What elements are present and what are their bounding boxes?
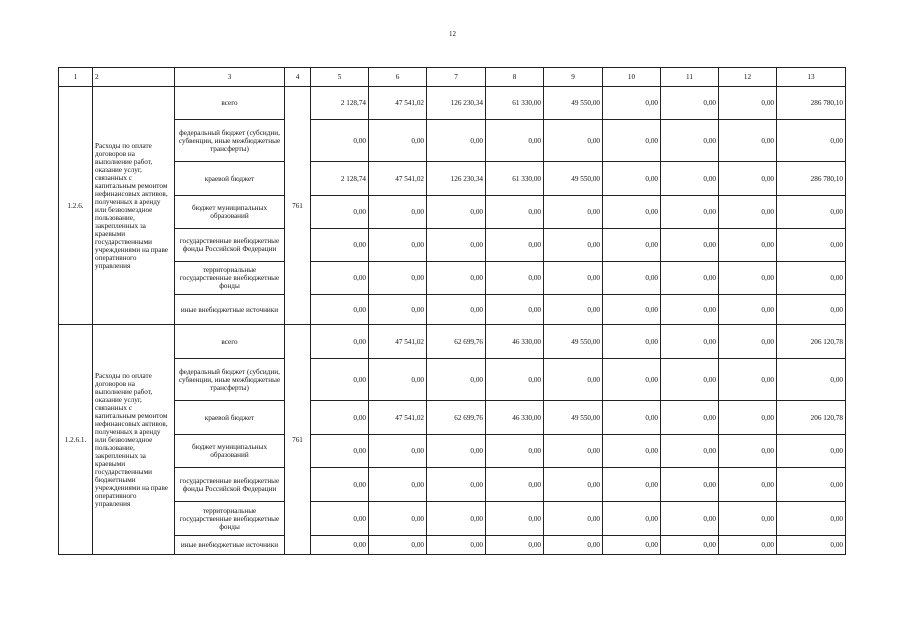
value-cell: 0,00: [369, 359, 427, 401]
table-row: [59, 536, 846, 555]
value-cell: 0,00: [603, 196, 661, 229]
value-cell: 0,00: [719, 162, 777, 196]
value-cell: 0,00: [311, 325, 369, 359]
table-row: [59, 120, 846, 162]
value-cell: 0,00: [661, 120, 719, 162]
header-cell: 10: [603, 68, 661, 87]
value-cell: 49 550,00: [544, 87, 603, 120]
value-cell: 0,00: [486, 262, 544, 295]
value-cell: 0,00: [661, 87, 719, 120]
value-cell: 0,00: [544, 120, 603, 162]
value-cell: 0,00: [719, 120, 777, 162]
header-cell: 5: [311, 68, 369, 87]
value-cell: 126 230,34: [427, 87, 486, 120]
value-cell: 0,00: [427, 120, 486, 162]
value-cell: 0,00: [427, 536, 486, 555]
funding-source: федеральный бюджет (субсидии, субвенции, иные межбюджетные трансферты): [175, 359, 285, 401]
header-cell: 12: [719, 68, 777, 87]
value-cell: 0,00: [544, 262, 603, 295]
section-code: 1.2.6.: [59, 87, 93, 325]
value-cell: 0,00: [719, 262, 777, 295]
value-cell: 0,00: [311, 359, 369, 401]
value-cell: 0,00: [777, 120, 846, 162]
value-cell: 0,00: [544, 435, 603, 468]
value-cell: 2 128,74: [311, 87, 369, 120]
table-row: [59, 359, 846, 401]
value-cell: 0,00: [603, 435, 661, 468]
value-cell: 206 120,78: [777, 401, 846, 435]
value-cell: 0,00: [661, 468, 719, 502]
value-cell: 47 541,02: [369, 87, 427, 120]
table-row: [59, 295, 846, 325]
value-cell: 47 541,02: [369, 162, 427, 196]
value-cell: 0,00: [661, 325, 719, 359]
section-name: Расходы по оплате договоров на выполнение работ, оказание услуг, связанных с капитальным ремонтом нефинансовых активов, полученных в аренду или безвозмездное пользование, закрепленных за краевыми государственными учреждениями на праве оперативного управления: [93, 87, 175, 325]
value-cell: 0,00: [719, 359, 777, 401]
value-cell: 0,00: [719, 536, 777, 555]
funding-source: государственные внебюджетные фонды Российской Федерации: [175, 468, 285, 502]
value-cell: 0,00: [603, 120, 661, 162]
value-cell: 0,00: [544, 468, 603, 502]
value-cell: 0,00: [777, 502, 846, 536]
value-cell: 0,00: [311, 468, 369, 502]
value-cell: 0,00: [427, 468, 486, 502]
section-col4-code: 761: [285, 87, 311, 325]
value-cell: 0,00: [486, 295, 544, 325]
value-cell: 0,00: [427, 262, 486, 295]
value-cell: 0,00: [603, 359, 661, 401]
value-cell: 0,00: [486, 196, 544, 229]
value-cell: 0,00: [311, 229, 369, 262]
value-cell: 0,00: [311, 435, 369, 468]
value-cell: 0,00: [719, 87, 777, 120]
value-cell: 47 541,02: [369, 325, 427, 359]
value-cell: 0,00: [427, 196, 486, 229]
value-cell: 0,00: [369, 196, 427, 229]
value-cell: 0,00: [311, 196, 369, 229]
value-cell: 0,00: [661, 162, 719, 196]
value-cell: 0,00: [661, 295, 719, 325]
table-row: [59, 229, 846, 262]
value-cell: 0,00: [661, 536, 719, 555]
table-row: [59, 468, 846, 502]
funding-source: федеральный бюджет (субсидии, субвенции, иные межбюджетные трансферты): [175, 120, 285, 162]
value-cell: 0,00: [777, 536, 846, 555]
table-row: [59, 502, 846, 536]
value-cell: 0,00: [544, 502, 603, 536]
value-cell: 0,00: [311, 401, 369, 435]
header-cell: 9: [544, 68, 603, 87]
funding-source: всего: [175, 325, 285, 359]
value-cell: 0,00: [603, 162, 661, 196]
value-cell: 62 699,76: [427, 401, 486, 435]
value-cell: 62 699,76: [427, 325, 486, 359]
value-cell: 0,00: [369, 229, 427, 262]
table-row: [59, 87, 846, 120]
value-cell: 0,00: [369, 295, 427, 325]
value-cell: 0,00: [603, 87, 661, 120]
value-cell: 0,00: [486, 536, 544, 555]
header-cell: 6: [369, 68, 427, 87]
table-row: [59, 162, 846, 196]
funding-source: государственные внебюджетные фонды Российской Федерации: [175, 229, 285, 262]
value-cell: 0,00: [544, 196, 603, 229]
value-cell: 0,00: [661, 229, 719, 262]
table-row: [59, 262, 846, 295]
value-cell: 0,00: [544, 295, 603, 325]
value-cell: 49 550,00: [544, 325, 603, 359]
value-cell: 0,00: [486, 435, 544, 468]
value-cell: 0,00: [777, 229, 846, 262]
value-cell: 0,00: [777, 295, 846, 325]
value-cell: 61 330,00: [486, 162, 544, 196]
header-cell: 7: [427, 68, 486, 87]
funding-source: бюджет муниципальных образований: [175, 435, 285, 468]
value-cell: 0,00: [311, 120, 369, 162]
value-cell: 0,00: [486, 120, 544, 162]
header-cell: 3: [175, 68, 285, 87]
value-cell: 0,00: [661, 401, 719, 435]
budget-table: [58, 67, 846, 555]
value-cell: 0,00: [486, 502, 544, 536]
value-cell: 46 330,00: [486, 325, 544, 359]
header-cell: 4: [285, 68, 311, 87]
value-cell: 0,00: [719, 401, 777, 435]
page-number: 12: [449, 30, 456, 38]
value-cell: 0,00: [719, 196, 777, 229]
value-cell: 0,00: [777, 435, 846, 468]
funding-source: иные внебюджетные источники: [175, 536, 285, 555]
value-cell: 0,00: [661, 435, 719, 468]
table-row: [59, 325, 846, 359]
value-cell: 47 541,02: [369, 401, 427, 435]
funding-source: краевой бюджет: [175, 162, 285, 196]
value-cell: 0,00: [369, 468, 427, 502]
value-cell: 0,00: [486, 229, 544, 262]
value-cell: 0,00: [719, 325, 777, 359]
value-cell: 0,00: [369, 120, 427, 162]
value-cell: 0,00: [603, 262, 661, 295]
table-body: [59, 87, 846, 555]
value-cell: 206 120,78: [777, 325, 846, 359]
value-cell: 0,00: [544, 229, 603, 262]
value-cell: 0,00: [603, 295, 661, 325]
header-cell: 13: [777, 68, 846, 87]
value-cell: 0,00: [603, 229, 661, 262]
value-cell: 0,00: [719, 229, 777, 262]
value-cell: 0,00: [369, 536, 427, 555]
value-cell: 0,00: [427, 502, 486, 536]
value-cell: 0,00: [486, 468, 544, 502]
value-cell: 0,00: [544, 536, 603, 555]
header-cell: 1: [59, 68, 93, 87]
funding-source: бюджет муниципальных образований: [175, 196, 285, 229]
value-cell: 286 780,10: [777, 162, 846, 196]
value-cell: 126 230,34: [427, 162, 486, 196]
value-cell: 49 550,00: [544, 162, 603, 196]
value-cell: 0,00: [719, 295, 777, 325]
header-cell: 11: [661, 68, 719, 87]
value-cell: 0,00: [427, 295, 486, 325]
value-cell: 0,00: [486, 359, 544, 401]
funding-source: всего: [175, 87, 285, 120]
funding-source: иные внебюджетные источники: [175, 295, 285, 325]
value-cell: 0,00: [603, 325, 661, 359]
section-name: Расходы по оплате договоров на выполнение работ, оказание услуг, связанных с капитальным ремонтом нефинансовых активов, полученных в аренду или безвозмездное пользование, закрепленных за краевыми государственными бюджетными учреждениями на праве оперативного управления: [93, 325, 175, 555]
value-cell: 49 550,00: [544, 401, 603, 435]
value-cell: 0,00: [311, 536, 369, 555]
value-cell: 0,00: [777, 196, 846, 229]
header-cell: 8: [486, 68, 544, 87]
value-cell: 0,00: [719, 502, 777, 536]
value-cell: 0,00: [661, 196, 719, 229]
value-cell: 0,00: [661, 262, 719, 295]
value-cell: 46 330,00: [486, 401, 544, 435]
table-row: [59, 401, 846, 435]
table-row: [59, 435, 846, 468]
value-cell: 0,00: [777, 262, 846, 295]
value-cell: 0,00: [427, 229, 486, 262]
funding-source: территориальные государственные внебюджетные фонды: [175, 262, 285, 295]
value-cell: 0,00: [369, 502, 427, 536]
value-cell: 61 330,00: [486, 87, 544, 120]
value-cell: 0,00: [369, 262, 427, 295]
header-row: [59, 68, 846, 87]
value-cell: 0,00: [603, 502, 661, 536]
header-cell: 2: [93, 68, 175, 87]
value-cell: 0,00: [603, 468, 661, 502]
value-cell: 286 780,10: [777, 87, 846, 120]
value-cell: 0,00: [719, 468, 777, 502]
value-cell: 2 128,74: [311, 162, 369, 196]
value-cell: 0,00: [427, 359, 486, 401]
value-cell: 0,00: [369, 435, 427, 468]
funding-source: краевой бюджет: [175, 401, 285, 435]
value-cell: 0,00: [427, 435, 486, 468]
value-cell: 0,00: [777, 468, 846, 502]
section-col4-code: 761: [285, 325, 311, 555]
table-row: [59, 196, 846, 229]
value-cell: 0,00: [544, 359, 603, 401]
value-cell: 0,00: [661, 359, 719, 401]
section-code: 1.2.6.1.: [59, 325, 93, 555]
value-cell: 0,00: [603, 536, 661, 555]
value-cell: 0,00: [777, 359, 846, 401]
funding-source: территориальные государственные внебюджетные фонды: [175, 502, 285, 536]
value-cell: 0,00: [311, 295, 369, 325]
value-cell: 0,00: [661, 502, 719, 536]
value-cell: 0,00: [603, 401, 661, 435]
value-cell: 0,00: [311, 262, 369, 295]
value-cell: 0,00: [719, 435, 777, 468]
value-cell: 0,00: [311, 502, 369, 536]
